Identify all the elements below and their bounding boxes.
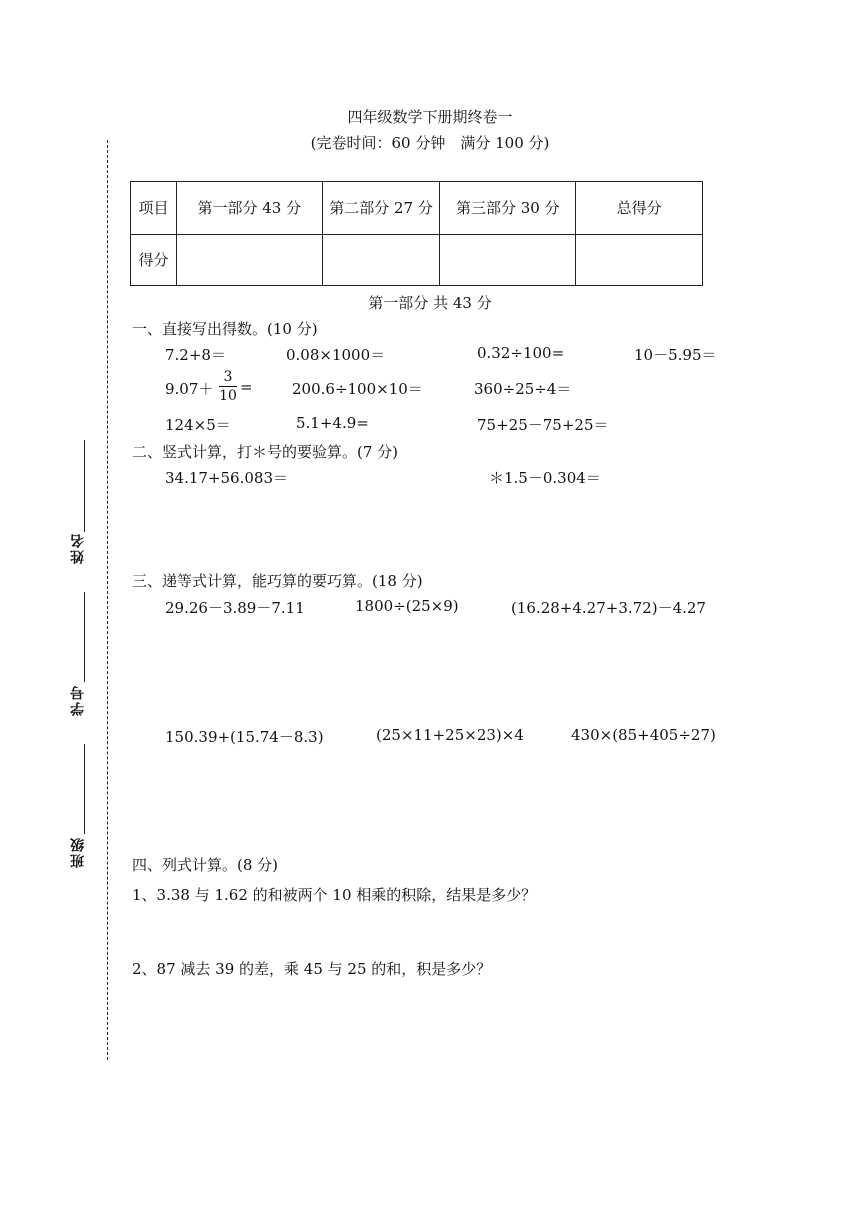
problem-item-equals: = xyxy=(240,378,253,396)
table-cell: 第二部分 27 分 xyxy=(322,182,440,235)
exam-title: 四年级数学下册期终卷一 xyxy=(347,108,513,126)
score-table xyxy=(130,181,703,286)
class-underline xyxy=(84,744,85,834)
section4-heading: 四、列式计算。(8 分) xyxy=(132,856,279,874)
section1-heading: 一、直接写出得数。(10 分) xyxy=(132,320,318,338)
problem-item: 0.32÷100= xyxy=(477,344,565,362)
student-number-label: 学号 xyxy=(70,684,86,716)
word-problem: 2、87 减去 39 的差，乘 45 与 25 的和，积是多少？ xyxy=(132,960,492,978)
table-cell: 第一部分 43 分 xyxy=(176,182,322,235)
name-underline xyxy=(84,440,85,532)
exam-subtitle: (完卷时间：60 分钟 满分 100 分) xyxy=(310,134,550,152)
table-cell: 得分 xyxy=(131,235,177,286)
problem-item: 124×5＝ xyxy=(165,416,231,434)
table-cell: 第三部分 30 分 xyxy=(440,182,576,235)
section3-heading: 三、递等式计算，能巧算的要巧算。(18 分) xyxy=(132,572,423,590)
problem-item: 360÷25÷4＝ xyxy=(474,380,572,398)
problem-item: ＊1.5－0.304＝ xyxy=(489,469,601,487)
binding-dashed-line xyxy=(107,140,108,1060)
problem-item: 430×(85+405÷27) xyxy=(571,726,716,744)
problem-item: (25×11+25×23)×4 xyxy=(376,726,524,744)
problem-item: 7.2+8＝ xyxy=(165,346,226,364)
fraction-numerator: 3 xyxy=(219,368,237,387)
problem-item: 34.17+56.083＝ xyxy=(165,469,288,487)
problem-item: 9.07＋ xyxy=(165,380,214,398)
problem-item: 200.6÷100×10＝ xyxy=(292,380,423,398)
fraction-denominator: 10 xyxy=(219,388,237,404)
problem-item: 75+25－75+25＝ xyxy=(477,416,609,434)
problem-item: 150.39+(15.74－8.3) xyxy=(165,728,324,746)
score-input-cell[interactable] xyxy=(440,235,576,286)
class-label: 班级 xyxy=(70,836,86,868)
problem-item: (16.28+4.27+3.72)－4.27 xyxy=(511,599,706,617)
name-label: 姓名 xyxy=(70,532,86,564)
section2-heading: 二、竖式计算，打＊号的要验算。(7 分) xyxy=(132,443,399,461)
score-input-cell[interactable] xyxy=(322,235,440,286)
fraction xyxy=(219,368,237,405)
problem-item: 10－5.95＝ xyxy=(634,346,717,364)
problem-item: 29.26－3.89－7.11 xyxy=(165,599,305,617)
table-cell: 总得分 xyxy=(576,182,703,235)
score-table-score-row xyxy=(131,235,703,286)
number-underline xyxy=(84,592,85,682)
word-problem: 1、3.38 与 1.62 的和被两个 10 相乘的积除，结果是多少？ xyxy=(132,886,537,904)
score-input-cell[interactable] xyxy=(176,235,322,286)
part1-heading: 第一部分 共 43 分 xyxy=(368,294,492,312)
problem-item: 1800÷(25×9) xyxy=(355,597,459,615)
problem-item: 5.1+4.9= xyxy=(296,414,369,432)
table-cell: 项目 xyxy=(131,182,177,235)
score-table-header-row xyxy=(131,182,703,235)
problem-item: 0.08×1000＝ xyxy=(286,346,386,364)
score-input-cell[interactable] xyxy=(576,235,703,286)
